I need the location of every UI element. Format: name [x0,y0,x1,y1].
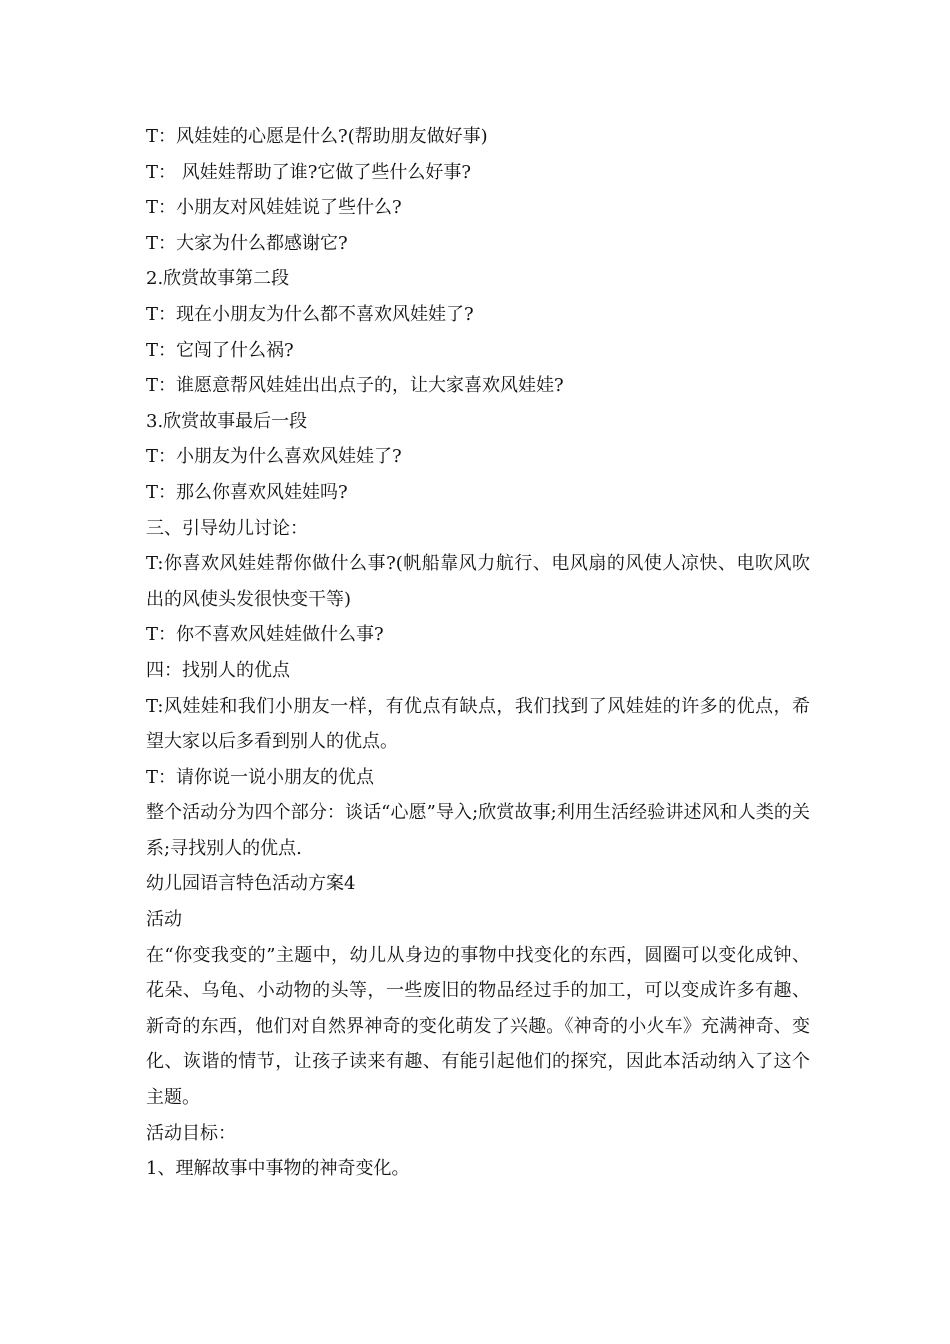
paragraph: 在“你变我变的”主题中，幼儿从身边的事物中找变化的东西，圆圈可以变化成钟、花朵、乌龟、小动物的头等，一些废旧的物品经过手的加工，可以变成许多有趣、新奇的东西，他们对自然界神奇的变化萌发了兴趣。《神奇的小火车》充满神奇、变化、诙谐的情节，让孩子读来有趣、有能引起他们的探究，因此本活动纳入了这个主题。 [146,944,810,1109]
text-line: T：它闯了什么祸? [146,339,294,361]
text-line: T：风娃娃的心愿是什么?(帮助朋友做好事) [146,126,488,147]
paragraph: 整个活动分为四个部分：谈话“心愿”导入;欣赏故事;利用生活经验讲述风和人类的关系;寻找别人的优点. [146,802,810,859]
document-title: 幼儿园语言特色活动方案4 [146,873,356,895]
text-line: T：那么你喜欢风娃娃吗? [146,481,348,503]
document-body [146,119,810,1187]
text-line: T：现在小朋友为什么都不喜欢风娃娃了? [146,303,474,325]
text-line: T： 风娃娃帮助了谁?它做了些什么好事? [146,161,472,183]
paragraph: T:风娃娃和我们小朋友一样，有优点有缺点，我们找到了风娃娃的许多的优点，希望大家以后多看到别人的优点。 [146,695,810,753]
text-line: 1、理解故事中事物的神奇变化。 [146,1158,410,1180]
text-line: T：谁愿意帮风娃娃出出点子的，让大家喜欢风娃娃? [146,375,564,397]
text-line: T：请你说一说小朋友的优点 [146,766,375,788]
text-line: T：大家为什么都感谢它? [146,232,348,254]
paragraph: T:你喜欢风娃娃帮你做什么事?(帆船靠风力航行、电风扇的风使人凉快、电吹风吹出的风使头发很快变干等) [146,553,810,610]
section-heading: 3.欣赏故事最后一段 [146,410,308,432]
text-line: T：小朋友对风娃娃说了些什么? [146,197,402,219]
text-line: T：小朋友为什么喜欢风娃娃了? [146,446,402,468]
text-line: T：你不喜欢风娃娃做什么事? [146,624,384,646]
section-heading: 三、引导幼儿讨论： [146,517,308,539]
section-heading: 2.欣赏故事第二段 [146,268,290,290]
section-heading: 活动 [146,909,182,931]
section-heading: 活动目标： [146,1122,236,1144]
section-heading: 四：找别人的优点 [146,659,290,681]
